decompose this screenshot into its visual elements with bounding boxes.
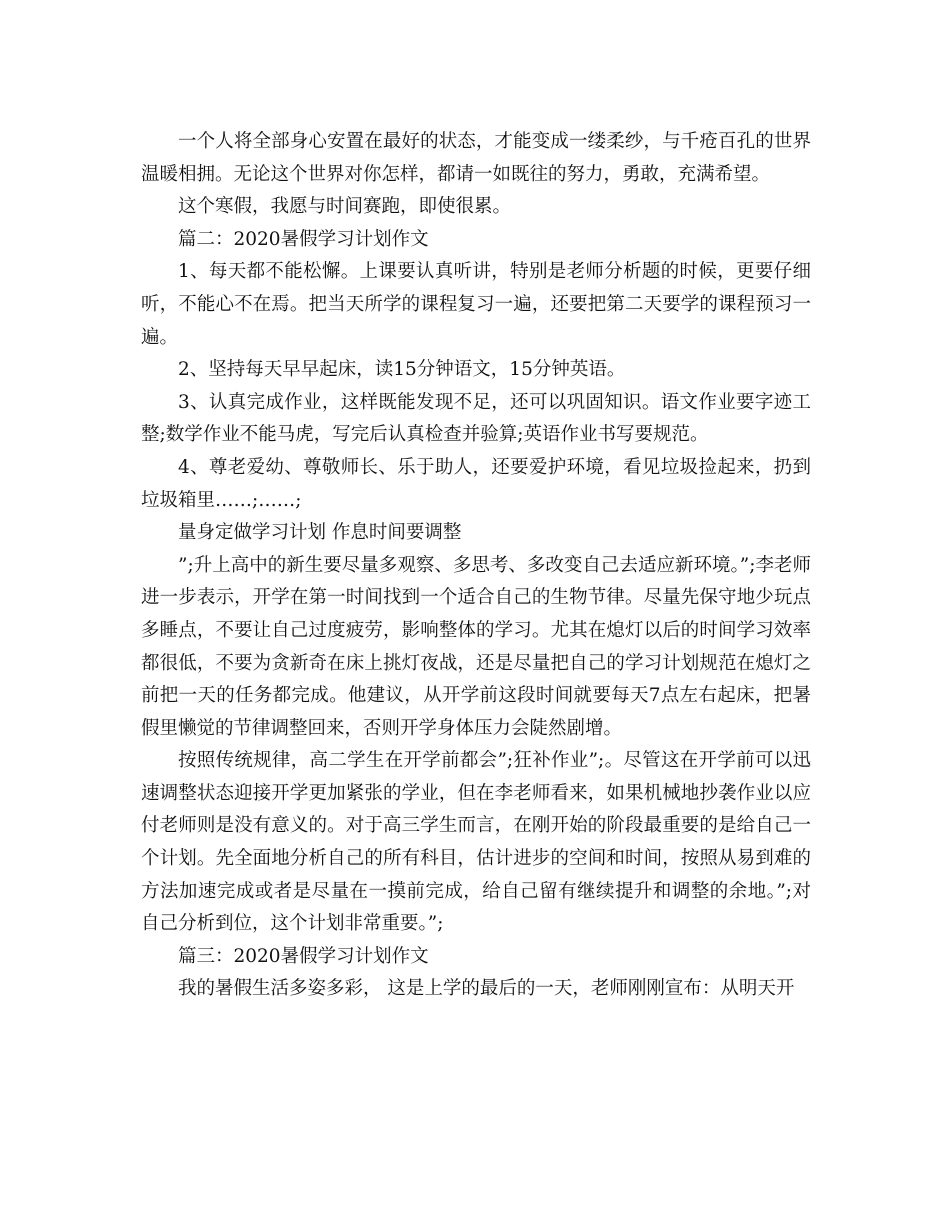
section-heading-3: 篇三：2020暑假学习计划作文 [178,945,429,967]
paragraph-final: 我的暑假生活多姿多彩， 这是上学的最后的一天，老师刚刚宣布：从明天开 [178,978,795,1000]
paragraph-item-3: 3、认真完成作业，这样既能发现不足，还可以巩固知识。语文作业要字迹工整;数学作业不能马虎，写完后认真检查并验算;英语作业书写要规范。 [141,391,811,446]
paragraph-item-1: 1、每天都不能松懈。上课要认真听讲，特别是老师分析题的时候，更要仔细听，不能心不在焉。把当天所学的课程复习一遍，还要把第二天要学的课程预习一遍。 [141,261,811,348]
paragraph-1: 一个人将全部身心安置在最好的状态，才能变成一缕柔纱，与千疮百孔的世界温暖相拥。无论这个世界对你怎样，都请一如既往的努力，勇敢，充满希望。 [141,131,811,185]
subheading: 量身定做学习计划 作息时间要调整 [178,522,462,544]
section-heading-2: 篇二：2020暑假学习计划作文 [178,228,429,250]
paragraph-item-2: 2、坚持每天早早起床，读15分钟语文，15分钟英语。 [178,359,626,381]
paragraph-2: 这个寒假，我愿与时间赛跑，即使很累。 [178,196,512,218]
document-body [141,126,811,1006]
paragraph-advice: ”;升上高中的新生要尽量多观察、多思考、多改变自己去适应新环境。”;李老师进一步表示，开学在第一时间找到一个适合自己的生物节律。尽量先保守地少玩点多睡点，不要让自己过度疲劳，影响整体的学习。尤其在熄灯以后的时间学习效率都很低，不要为贪新奇在床上挑灯夜战，还是尽量把自己的学习计划规范在熄灯之前把一天的任务都完成。他建议，从开学前这段时间就要每天7点左右起床，把暑假里懒觉的节律调整回来，否则开学身体压力会陡然剧增。 [141,554,811,739]
paragraph-senior: 按照传统规律，高二学生在开学前都会”;狂补作业”;。尽管这在开学前可以迅速调整状态迎接开学更加紧张的学业，但在李老师看来，如果机械地抄袭作业以应付老师则是没有意义的。对于高三学生而言，在刚开始的阶段最重要的是给自己一个计划。先全面地分析自己的所有科目，估计进步的空间和时间，按照从易到难的方法加速完成或者是尽量在一摸前完成，给自己留有继续提升和调整的余地。”;对自己分析到位，这个计划非常重要。”; [141,750,811,935]
paragraph-item-4: 4、尊老爱幼、尊敬师长、乐于助人，还要爱护环境，看见垃圾捡起来，扔到垃圾箱里……;……; [141,456,811,511]
